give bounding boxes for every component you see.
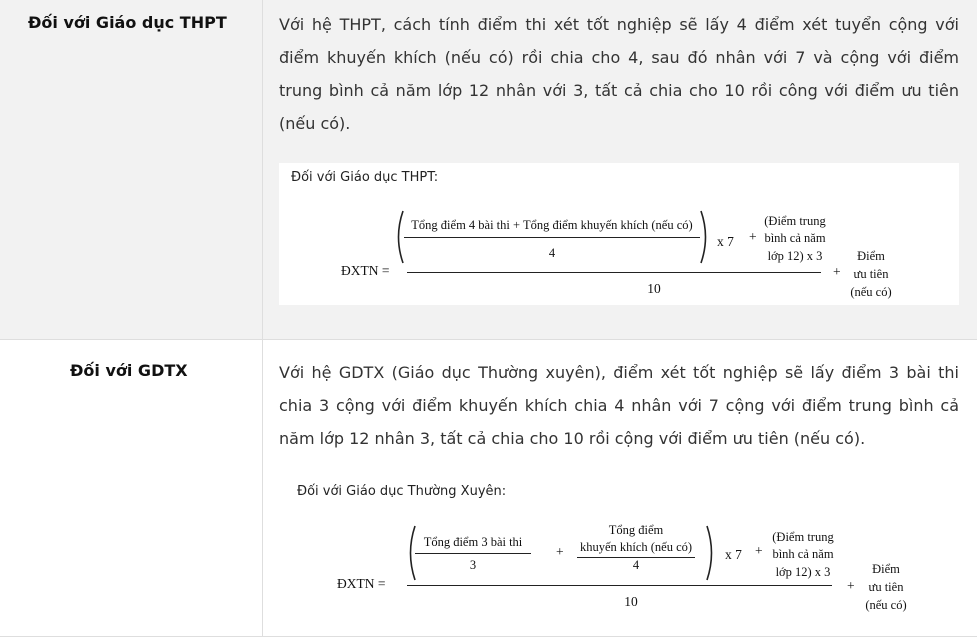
frac1-line <box>415 553 531 554</box>
plus-priority: + <box>833 264 841 279</box>
formula-lhs: ĐXTN = <box>337 576 386 591</box>
frac1-denominator: 3 <box>469 558 477 572</box>
frac2-denominator: 4 <box>632 558 640 572</box>
inner-denominator: 4 <box>548 246 556 260</box>
avg-line-1: (Điểm trung <box>772 530 834 544</box>
formula-title: Đối với Giáo dục THPT: <box>291 170 439 185</box>
main-denominator: 10 <box>624 594 638 609</box>
formula-image-gdtx <box>279 474 959 634</box>
times-seven: x 7 <box>717 234 734 249</box>
plus-sign: + <box>755 543 763 558</box>
plus-sign: + <box>749 229 757 244</box>
main-fraction-line <box>407 585 832 586</box>
priority-line-1: Điểm <box>857 249 885 263</box>
row-label-gdtx: Đối với GDTX <box>70 361 188 380</box>
priority-line-2: ưu tiên <box>853 267 889 281</box>
right-paren-icon <box>699 209 711 265</box>
main-fraction-line <box>407 272 821 273</box>
column-divider <box>262 0 263 637</box>
row-description-gdtx: Với hệ GDTX (Giáo dục Thường xuyên), điểm xét tốt nghiệp sẽ lấy điểm 3 bài thi chia 3 cộng với điểm khuyến khích chia 4 nhân với 7 cộng với điểm trung bình cả năm lớp 12 nhân 3, tất cả chia cho 10 rồi cộng với điểm ưu tiên (nếu có). <box>279 363 959 448</box>
frac2-numerator-line1: Tổng điểm <box>608 523 664 537</box>
avg-line-2: bình cả năm <box>764 231 826 245</box>
frac1-numerator: Tổng điểm 3 bài thi <box>423 535 523 549</box>
avg-line-3: lớp 12) x 3 <box>775 565 831 579</box>
priority-line-3: (nếu có) <box>850 285 892 299</box>
right-paren-icon <box>705 524 717 582</box>
formula-lhs: ĐXTN = <box>341 263 390 278</box>
priority-line-1: Điểm <box>872 562 900 576</box>
priority-line-2: ưu tiên <box>868 580 904 594</box>
inner-numerator: Tổng điểm 4 bài thi + Tổng điểm khuyến khích (nếu có) <box>411 218 693 232</box>
inner-fraction-line <box>404 237 700 238</box>
row-label-thpt: Đối với Giáo dục THPT <box>28 13 227 32</box>
times-seven: x 7 <box>725 547 742 562</box>
plus-inner: + <box>556 544 564 559</box>
avg-line-3: lớp 12) x 3 <box>767 249 823 263</box>
avg-line-2: bình cả năm <box>772 547 834 561</box>
formula-title: Đối với Giáo dục Thường Xuyên: <box>297 484 507 499</box>
plus-priority: + <box>847 578 855 593</box>
row-description-thpt: Với hệ THPT, cách tính điểm thi xét tốt nghiệp sẽ lấy 4 điểm xét tuyển cộng với điểm khuyến khích (nếu có) rồi chia cho 4, sau đó nhân với 7 và cộng với điểm trung bình cả năm lớp 12 nhân với 3, tất cả chia cho 10 rồi công với điểm ưu tiên (nếu có). <box>279 15 959 133</box>
frac2-numerator-line2: khuyến khích (nếu có) <box>579 540 693 554</box>
main-denominator: 10 <box>647 281 661 296</box>
formula-image-thpt <box>279 163 959 305</box>
avg-line-1: (Điểm trung <box>764 214 826 228</box>
priority-line-3: (nếu có) <box>865 598 907 612</box>
